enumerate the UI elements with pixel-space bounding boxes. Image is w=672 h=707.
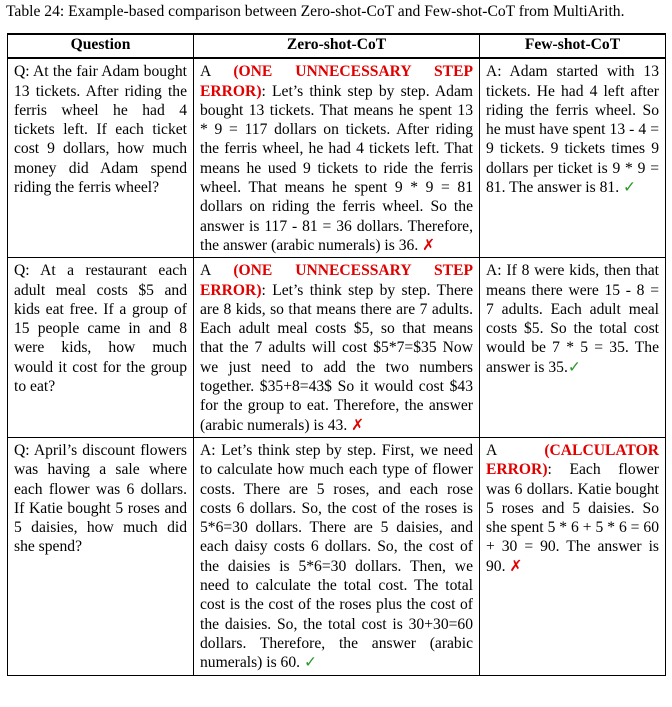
answer-prefix: A <box>200 63 234 81</box>
header-row <box>8 34 666 58</box>
zero-shot-cell <box>194 437 480 675</box>
header-zero-shot: Zero-shot-CoT <box>194 34 480 58</box>
answer-prefix: A <box>200 262 234 280</box>
cross-mark-icon: ✗ <box>351 416 365 434</box>
cross-mark-icon: ✗ <box>422 236 436 254</box>
check-mark-icon: ✓ <box>567 358 581 376</box>
table-caption: Table 24: Example-based comparison between Zero-shot-CoT and Few-shot-CoT from MultiArith. <box>6 3 625 20</box>
question-cell <box>8 258 194 438</box>
header-few-shot: Few-shot-CoT <box>480 34 666 58</box>
comparison-table <box>7 33 666 676</box>
question-text: Q: April’s discount flowers was having a sale where each flower was 6 dollars. If Katie bought 5 roses and 5 daisies, how much did she spend? <box>14 441 187 556</box>
few-shot-cell <box>480 58 666 257</box>
zero-shot-cell <box>194 58 480 257</box>
check-mark-icon: ✓ <box>303 654 318 672</box>
header-question: Question <box>8 34 194 58</box>
error-label: (ONE UNNECESSARY STEP ERROR) <box>200 262 473 299</box>
check-mark-icon: ✓ <box>623 179 637 197</box>
few-shot-cell <box>480 258 666 438</box>
answer-text: A: If 8 were kids, then that means there were 15 - 8 = 7 adults. Each adult meal costs $5. So the total cost would be 7 * 5 = 35. The answer is 35. <box>486 262 659 376</box>
cross-mark-icon: ✗ <box>509 557 523 575</box>
question-text: Q: At the fair Adam bought 13 tickets. After riding the ferris wheel he had 4 tickets left. If each ticket cost 9 dollars, how much money did Adam spend riding the ferris wheel? <box>14 63 187 197</box>
question-text: Q: At a restaurant each adult meal costs $5 and kids eat free. If a group of 15 people came in and 8 were kids, how much would it cost for the group to eat? <box>14 262 187 396</box>
question-cell <box>8 58 194 257</box>
few-shot-cell <box>480 437 666 675</box>
error-label: (ONE UNNECESSARY STEP ERROR) <box>200 63 473 100</box>
table-row <box>8 58 666 257</box>
answer-prefix: A <box>486 441 545 459</box>
table-row <box>8 258 666 438</box>
zero-shot-cell <box>194 258 480 438</box>
answer-text: : Let’s think step by step. Adam bought 13 tickets. That means he spent 13 * 9 = 117 dollars on tickets. After riding the ferris wheel, he had 4 tickets left. That means he used 9 tickets to ride the ferris wheel. That means he spent 9 * 9 = 81 dollars on riding the ferris wheel. So the answer is 117 - 81 = 36 dollars. Therefore, the answer (arabic numerals) is 36. <box>200 82 473 254</box>
answer-text: : Let’s think step by step. There are 8 kids, so that means there are 7 adults. Each adult meal costs $5, so that means that the 7 adults will cost $5*7=$35 Now we just need to add the two numbers together. $35+8=43$ So it would cost $43 for the group to eat. Therefore, the answer (arabic numerals) is 43. <box>200 281 473 434</box>
question-cell <box>8 437 194 675</box>
answer-text: A: Let’s think step by step. First, we need to calculate how much each type of flower costs. There are 5 roses, and each rose costs 6 dollars. So, the cost of the roses is 5*6=30 dollars. There are 5 daisies, and each daisy costs 6 dollars. So, the cost of the daisies is 5*6=30 dollars. Then, we need to calculate the total cost. The total cost is the cost of the roses plus the cost of the daisies. So, the total cost is 30+30=60 dollars. Therefore, the answer (arabic numerals) is 60. <box>200 441 473 672</box>
error-label: (CALCULATOR ERROR) <box>486 441 659 479</box>
table-row <box>8 437 666 675</box>
answer-text: A: Adam started with 13 tickets. He had 4 left after riding the ferris wheel. So he must have spent 13 - 4 = 9 tickets. 9 tickets times 9 dollars per ticket is 9 * 9 = 81. The answer is 81. <box>486 63 659 197</box>
answer-text: : Each flower was 6 dollars. Katie bought 5 roses and 5 daisies. So she spent 5 * 6 + 5 * 6 = 60 + 30 = 90. The answer is 90. <box>486 461 659 575</box>
